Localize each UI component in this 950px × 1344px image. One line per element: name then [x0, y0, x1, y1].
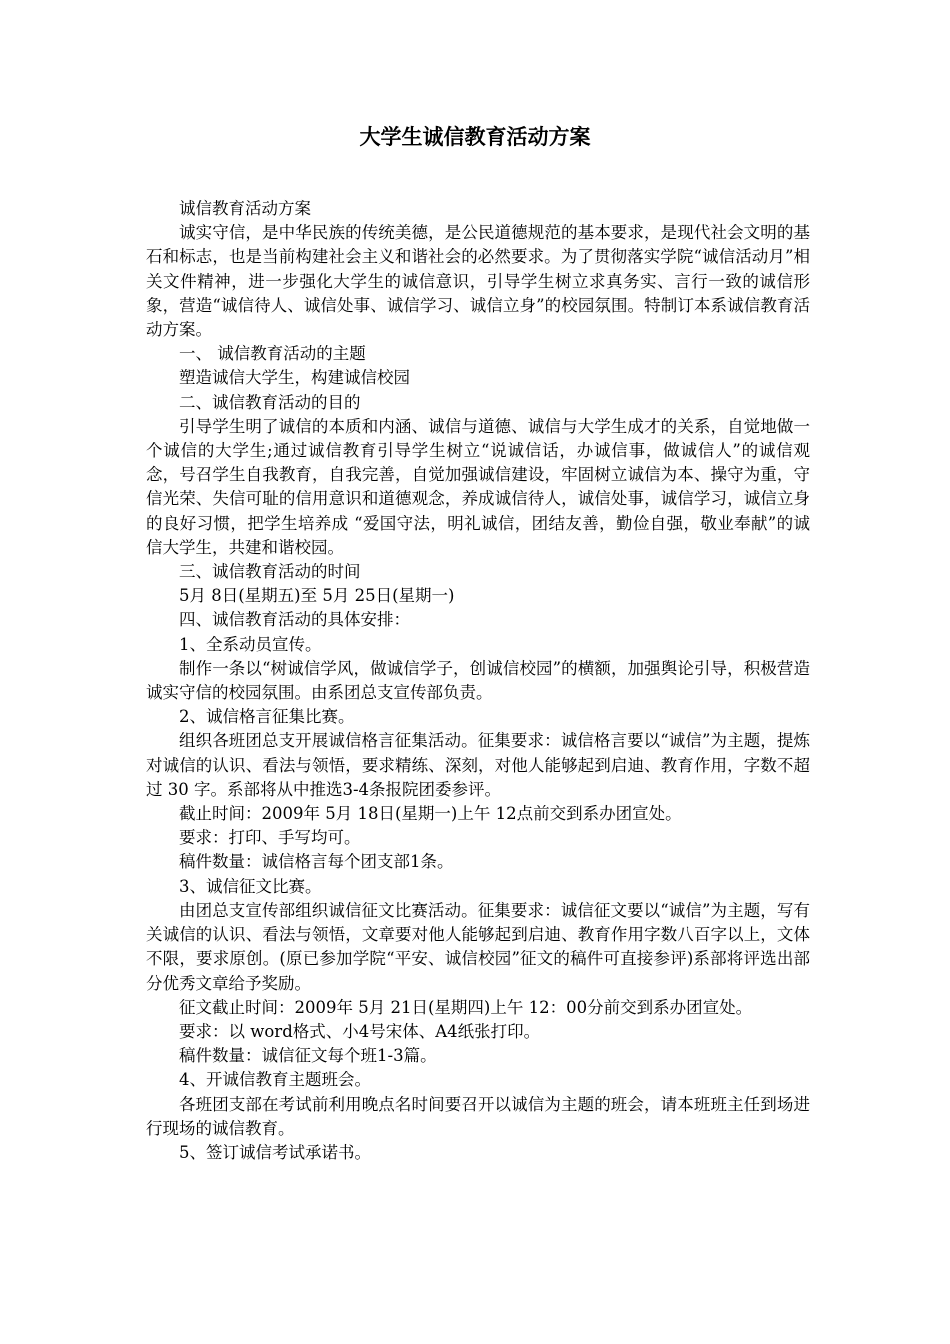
paragraph: 各班团支部在考试前利用晚点名时间要召开以诚信为主题的班会，请本班班主任到场进行现场的诚信教育。: [146, 1094, 810, 1138]
paragraph: 稿件数量：诚信格言每个团支部1条。: [179, 852, 454, 872]
section-heading: 四、诚信教育活动的具体安排：: [179, 610, 410, 630]
paragraph: 要求：打印、手写均可。: [179, 828, 361, 848]
paragraph: 稿件数量：诚信征文每个班1-3篇。: [179, 1046, 437, 1066]
section-heading: 二、诚信教育活动的目的: [179, 392, 361, 412]
list-item: 1、全系动员宣传。: [179, 634, 322, 654]
paragraph: 制作一条以“树诚信学风，做诚信学子，创诚信校园”的横额，加强舆论引导，积极营造诚实守信的校园氛围。由系团总支宣传部负责。: [146, 658, 810, 703]
list-item: 5、签订诚信考试承诺书。: [179, 1142, 371, 1162]
paragraph: 组织各班团总支开展诚信格言征集活动。征集要求：诚信格言要以“诚信”为主题，提炼对诚信的认识、看法与领悟，要求精练、深刻，对他人能够起到启迪、教育作用，字数不超过 30 字。系部将从中推选3-4条报院团委参评。: [146, 731, 810, 799]
paragraph: 塑造诚信大学生，构建诚信校园: [179, 368, 410, 388]
document-body: [146, 197, 810, 1165]
document-title: 大学生诚信教育活动方案: [359, 125, 591, 149]
paragraph: 诚信教育活动方案: [179, 199, 311, 218]
list-item: 4、开诚信教育主题班会。: [179, 1070, 371, 1090]
section-heading: 三、诚信教育活动的时间: [179, 562, 361, 582]
paragraph: 诚实守信，是中华民族的传统美德，是公民道德规范的基本要求，是现代社会文明的基石和标志，也是当前构建社会主义和谐社会的必然要求。为了贯彻落实学院“诚信活动月”相关文件精神，进一步强化大学生的诚信意识，引导学生树立求真务实、言行一致的诚信形象，营造“诚信待人、诚信处事、诚信学习、诚信立身”的校园氛围。特制订本系诚信教育活动方案。: [146, 223, 810, 340]
list-item: 3、诚信征文比赛。: [179, 876, 322, 896]
paragraph: 截止时间：2009年 5月 18日(星期一)上午 12点前交到系办团宣处。: [179, 804, 682, 824]
paragraph: 5月 8日(星期五)至 5月 25日(星期一): [179, 586, 455, 606]
paragraph: 征文截止时间：2009年 5月 21日(星期四)上午 12：00分前交到系办团宣处。: [179, 997, 753, 1017]
section-heading: 一、 诚信教育活动的主题: [179, 344, 366, 364]
paragraph: 由团总支宣传部组织诚信征文比赛活动。征集要求：诚信征文要以“诚信”为主题，写有关诚信的认识、看法与领悟，文章要对他人能够起到启迪、教育作用字数八百字以上，文体不限，要求原创。(原已参加学院“平安、诚信校园”征文的稿件可直接参评)系部将评选出部分优秀文章给予奖励。: [146, 900, 810, 993]
paragraph: 引导学生明了诚信的本质和内涵、诚信与道德、诚信与大学生成才的关系，自觉地做一个诚信的大学生;通过诚信教育引导学生树立“说诚信话，办诚信事，做诚信人”的诚信观念，号召学生自我教育，自我完善，自觉加强诚信建设，牢固树立诚信为本、操守为重，守信光荣、失信可耻的信用意识和道德观念，养成诚信待人，诚信处事，诚信学习，诚信立身的良好习惯，把学生培养成 “爱国守法，明礼诚信，团结友善，勤俭自强，敬业奉献”的诚信大学生，共建和谐校园。: [146, 416, 810, 557]
list-item: 2、诚信格言征集比赛。: [179, 707, 355, 727]
paragraph: 要求：以 word格式、小4号宋体、A4纸张打印。: [179, 1021, 541, 1041]
